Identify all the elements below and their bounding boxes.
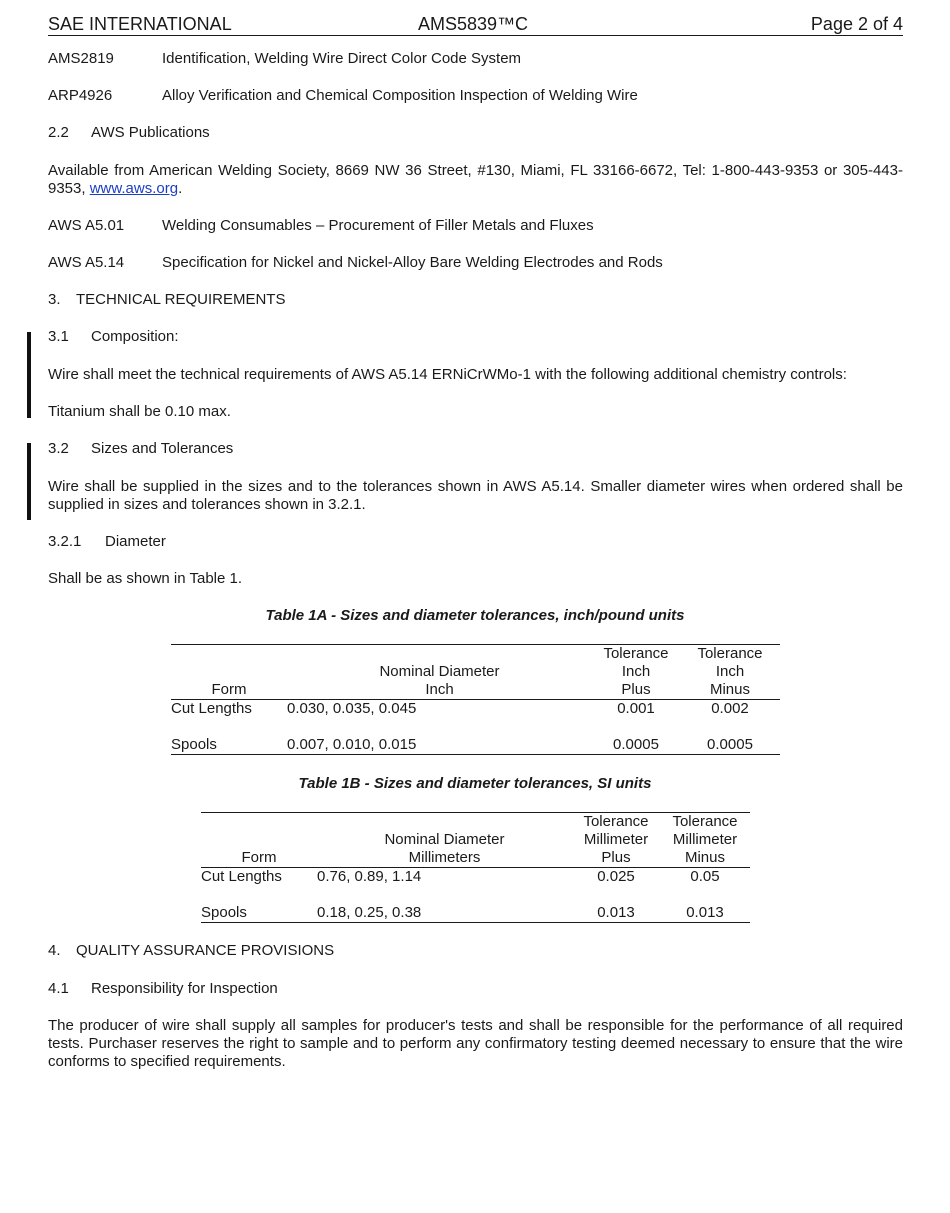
section-title: AWS Publications xyxy=(91,124,210,141)
table-header-row xyxy=(201,813,750,868)
section-title: Sizes and Tolerances xyxy=(91,440,234,457)
aws-website-link[interactable]: www.aws.org xyxy=(89,180,179,197)
section-number: 4.1 xyxy=(48,980,69,997)
section-3-2-1-heading xyxy=(48,533,903,551)
reference-code: AWS A5.01 xyxy=(48,217,125,234)
cell-tolerance-minus: 0.0005 xyxy=(680,736,780,755)
section-number: 3. xyxy=(48,291,61,308)
cell-diameter: 0.18, 0.25, 0.38 xyxy=(317,904,572,923)
reference-code: ARP4926 xyxy=(48,87,113,104)
cell-tolerance-minus: 0.013 xyxy=(660,904,750,923)
cell-diameter: 0.007, 0.010, 0.015 xyxy=(287,736,592,755)
table-row xyxy=(171,736,780,755)
header-tolerance-plus: Tolerance Millimeter Plus xyxy=(583,813,649,866)
table-row xyxy=(201,868,750,905)
table-1b xyxy=(201,812,750,923)
header-nominal-diameter: Nominal Diameter Inch xyxy=(379,663,500,698)
reference-aws-a5-01 xyxy=(48,217,903,235)
cell-diameter: 0.76, 0.89, 1.14 xyxy=(317,868,422,885)
section-4-1-heading xyxy=(48,980,903,998)
section-number: 3.1 xyxy=(48,328,69,345)
inspection-responsibility-paragraph: The producer of wire shall supply all samples for producer's tests and shall be responsible for the performance of all required tests. Purchaser reserves the right to sample and to perform any confirmatory testing deemed necessary to ensure that the wire conforms to specified requirements. xyxy=(48,1017,903,1070)
reference-title: Welding Consumables – Procurement of Filler Metals and Fluxes xyxy=(162,217,594,234)
reference-code: AWS A5.14 xyxy=(48,254,125,271)
reference-title: Alloy Verification and Chemical Composition Inspection of Welding Wire xyxy=(162,87,638,104)
page-header xyxy=(48,13,903,36)
header-nominal-diameter: Nominal Diameter Millimeters xyxy=(384,831,505,866)
cell-form: Cut Lengths xyxy=(201,868,282,885)
section-3-1-heading xyxy=(48,328,903,346)
section-title: TECHNICAL REQUIREMENTS xyxy=(76,291,286,308)
table-1a xyxy=(171,644,780,755)
section-number: 4. xyxy=(48,942,61,959)
header-form: Form xyxy=(211,681,247,698)
section-number: 3.2 xyxy=(48,440,69,457)
cell-diameter: 0.030, 0.035, 0.045 xyxy=(287,700,417,717)
sizes-tolerances-paragraph: Wire shall be supplied in the sizes and to the tolerances shown in AWS A5.14. Smaller diameter wires when ordered shall be supplied in sizes and tolerances shown in 3.2.1. xyxy=(48,478,903,513)
table-row xyxy=(171,700,780,737)
section-3-2-heading xyxy=(48,440,903,458)
reference-aws-a5-14 xyxy=(48,254,903,272)
reference-title: Specification for Nickel and Nickel-Alloy Bare Welding Electrodes and Rods xyxy=(162,254,663,271)
section-title: Responsibility for Inspection xyxy=(91,980,278,997)
cell-tolerance-plus: 0.0005 xyxy=(592,736,680,755)
cell-tolerance-plus: 0.013 xyxy=(572,904,660,923)
table-1a-title: Table 1A - Sizes and diameter tolerances, inch/pound units xyxy=(265,607,685,624)
reference-ams2819 xyxy=(48,50,903,68)
header-doc-id: AMS5839™C xyxy=(418,14,529,34)
aws-availability-paragraph xyxy=(48,162,903,198)
cell-tolerance-plus: 0.025 xyxy=(597,868,635,885)
aws-availability-end: . xyxy=(178,180,183,197)
cell-form: Cut Lengths xyxy=(171,700,252,717)
table-1b-title: Table 1B - Sizes and diameter tolerances, SI units xyxy=(298,775,652,792)
reference-arp4926 xyxy=(48,87,903,105)
reference-code: AMS2819 xyxy=(48,50,114,67)
header-org: SAE INTERNATIONAL xyxy=(48,14,232,34)
header-tolerance-plus: Tolerance Inch Plus xyxy=(603,645,669,698)
cell-form: Spools xyxy=(201,904,317,923)
header-page-number: Page 2 of 4 xyxy=(810,14,903,34)
section-title: Composition: xyxy=(91,328,179,345)
header-tolerance-minus: Tolerance Millimeter Minus xyxy=(672,813,738,866)
section-title: QUALITY ASSURANCE PROVISIONS xyxy=(76,942,335,959)
section-title: Diameter xyxy=(105,533,166,550)
header-tolerance-minus: Tolerance Inch Minus xyxy=(697,645,763,698)
composition-paragraph: Wire shall meet the technical requirements of AWS A5.14 ERNiCrWMo-1 with the following additional chemistry controls: xyxy=(48,366,847,383)
revision-change-bar xyxy=(27,443,31,520)
section-4-heading xyxy=(48,942,903,960)
titanium-limit-paragraph: Titanium shall be 0.10 max. xyxy=(48,403,231,420)
reference-title: Identification, Welding Wire Direct Color Code System xyxy=(162,50,522,67)
cell-form: Spools xyxy=(171,736,287,755)
cell-tolerance-minus: 0.05 xyxy=(690,868,720,885)
revision-change-bar xyxy=(27,332,31,418)
table-header-row xyxy=(171,645,780,700)
aws-availability-text: Available from American Welding Society, 8669 NW 36 Street, #130, Miami, FL 33166-6672, Tel: 1-800-443-9353 or 305-443-9353, xyxy=(48,162,903,197)
table-row xyxy=(201,904,750,923)
section-number: 3.2.1 xyxy=(48,533,82,550)
section-3-heading xyxy=(48,291,903,309)
section-number: 2.2 xyxy=(48,124,69,141)
cell-tolerance-minus: 0.002 xyxy=(711,700,749,717)
cell-tolerance-plus: 0.001 xyxy=(617,700,655,717)
header-form: Form xyxy=(241,849,277,866)
diameter-paragraph: Shall be as shown in Table 1. xyxy=(48,570,243,587)
section-2-2-heading xyxy=(48,124,903,142)
